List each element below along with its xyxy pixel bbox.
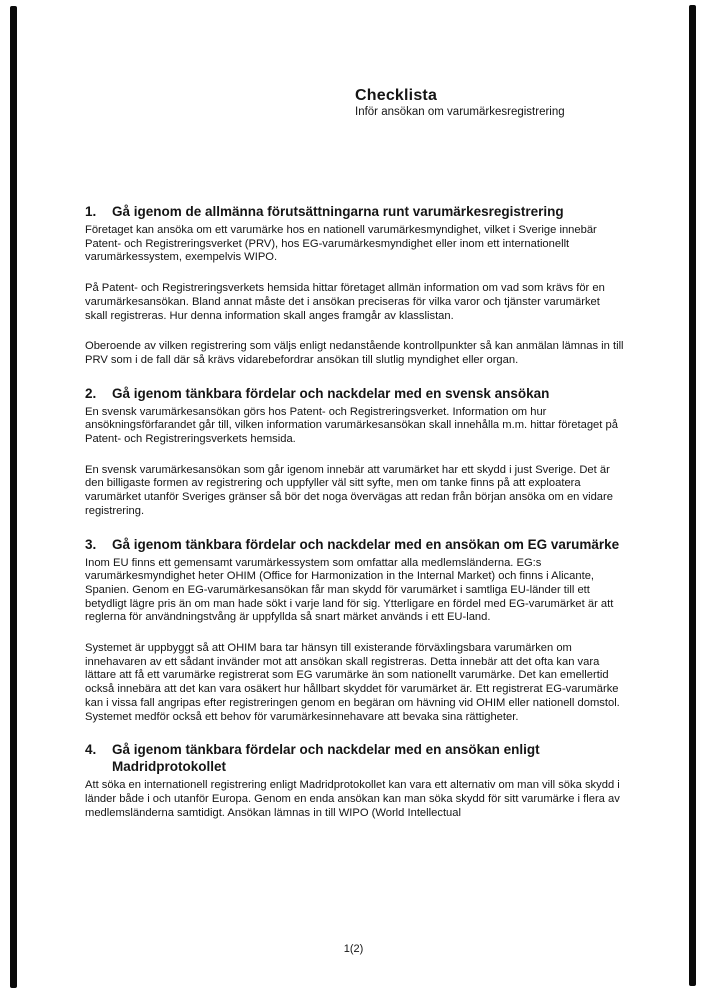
section-4-number: 4.	[85, 742, 97, 758]
paragraph: På Patent- och Registreringsverkets hemsida hittar företaget allmän information om vad som krävs för en varumärkesansökan. Bland annat måste det i ansökan preciseras för vilka varor och tjänster varumärket skall registreras. Hur denna information skall anges framgår av klasslistan.	[85, 282, 605, 322]
page-title: Checklista	[355, 87, 438, 104]
section-3-number: 3.	[85, 536, 97, 552]
paragraph: En svensk varumärkesansökan som går igenom innebär att varumärket har ett skydd i just Sverige. Det är den billigaste formen av registrering och uppfyller väl sitt syfte, men om tanke finns på att exploatera varumärket utanför Sveriges gränser så bör det noga övervägas att redan från början ansöka om en vidare registrering.	[85, 463, 613, 517]
section-1-heading-text: Gå igenom de allmänna förutsättningarna runt varumärkesregistrering	[112, 204, 564, 219]
section-4-heading	[85, 741, 625, 775]
section-4-heading-text: Gå igenom tänkbara fördelar och nackdelar med en ansökan enligt Madridprotokollet	[112, 742, 540, 775]
section-2-number: 2.	[85, 385, 97, 401]
section-4	[85, 741, 625, 820]
section-1-number: 1.	[85, 204, 97, 219]
section-2	[85, 385, 625, 519]
section-3-heading-text: Gå igenom tänkbara fördelar och nackdelar med en ansökan om EG varumärke	[112, 536, 620, 552]
paragraph: Företaget kan ansöka om ett varumärke hos en nationell varumärkesmyndighet, vilket i Sverige innebär Patent- och Registreringsverket (PRV), hos EG-varumärkesmyndighet eller inom ett internationellt varumärkessystem, exempelvis WIPO.	[85, 224, 597, 264]
section-2-heading	[85, 385, 625, 402]
scan-edge-right	[689, 5, 696, 986]
section-3-heading	[85, 536, 625, 553]
document-body	[85, 203, 625, 837]
page-subtitle: Inför ansökan om varumärkesregistrering	[355, 106, 565, 118]
section-1	[85, 203, 625, 368]
paragraph: Att söka en internationell registrering enligt Madridprotokollet kan vara ett alternativ om man vill söka skydd i länder både i och utanför Europa. Genom en enda ansökan kan man söka skydd för sitt varumärke i flera av medlemsländerna samtidigt. Ansökan lämnas in till WIPO (World Intellectual	[85, 779, 620, 819]
paragraph: En svensk varumärkesansökan görs hos Patent- och Registreringsverket. Information om hur ansökningsförfarandet går till, vilken information varumärkesansökan skall innehålla m.m. hittar företaget på Patent- och Registreringsverkets hemsida.	[85, 405, 618, 446]
paragraph: Oberoende av vilken registrering som väljs enligt nedanstående kontrollpunkter så kan anmälan lämnas in till PRV som i de fall där så krävs vidarebefordrar ansökan till slutlig myndighet eller organ.	[85, 340, 624, 366]
section-3	[85, 536, 625, 725]
page-number: 1(2)	[343, 943, 364, 955]
paragraph: Systemet är uppbyggt så att OHIM bara tar hänsyn till existerande förväxlingsbara varumärken om innehavaren av ett sådant invänder mot att ansökan skall registreras. Detta innebär att det ofta kan vara lättare att få ett varumärke registrerat som EG varumärke än som nationellt varumärke. Det kan emellertid också innebära att det kan vara osäkert hur hållbart skyddet för varumärket är. Ett registrerat EG-varumärke kan i vissa fall angripas efter registreringen genom en begäran om hävning vid OHIM eller nationell domstol. Systemet medför också ett behov för varumärkesinnehavare att bevaka sina rättigheter.	[85, 642, 620, 723]
section-1-heading	[85, 203, 625, 220]
document-header	[355, 86, 655, 120]
paragraph: Inom EU finns ett gemensamt varumärkessystem som omfattar alla medlemsländerna. EG:s varumärkesmyndighet heter OHIM (Office for Harmonization in the Internal Market) och finns i Alicante, Spanien. Genom en EG-varumärkesansökan får man skydd för varumärket i samtliga EU-länder till ett betydligt lägre pris än om man hade sökt i varje land för sig. Ytterligare en fördel med EG-varumärket är att reglerna för användningstvång är uppfyllda så snart märket används i ett EU-land.	[85, 556, 614, 624]
section-2-heading-text: Gå igenom tänkbara fördelar och nackdelar med en svensk ansökan	[112, 385, 550, 401]
scan-edge-left	[10, 6, 17, 988]
